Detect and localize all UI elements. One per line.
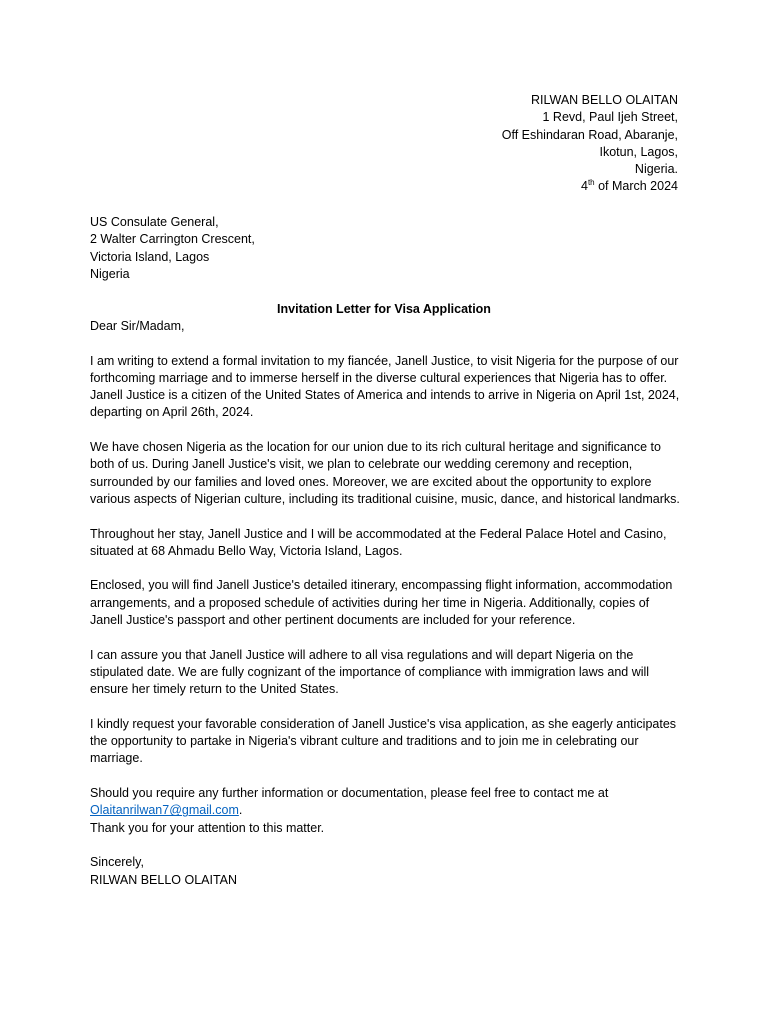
sender-address-line: Ikotun, Lagos,	[599, 144, 678, 159]
date-suffix: th	[587, 178, 595, 188]
letter-title: Invitation Letter for Visa Application	[277, 302, 491, 316]
greeting: Dear Sir/Madam,	[90, 319, 185, 333]
recipient-line: Nigeria	[90, 266, 130, 281]
valediction: Sincerely,	[90, 855, 144, 870]
paragraph: I am writing to extend a formal invitation to my fiancée, Janell Justice, to visit Nigeria for the purpose of our forthcoming marriage and to immerse herself in the diverse cultural experiences that Nigeria has to offer. Janell Justice is a citizen of the United States of America and intends to arrive in Nigeria on April 1st, 2024, departing on April 26th, 2024.	[90, 353, 680, 420]
paragraph: We have chosen Nigeria as the location for our union due to its rich cultural heritage and significance to both of us. During Janell Justice's visit, we plan to celebrate our wedding ceremony and reception, surrounded by our families and loved ones. Moreover, we are excited about the opportunity to explore various aspects of Nigerian culture, including its traditional cuisine, music, dance, and historical landmarks.	[90, 440, 680, 506]
email-link[interactable]: Olaitanrilwan7@gmail.com	[90, 803, 239, 818]
paragraph: I kindly request your favorable consideration of Janell Justice's visa application, as she eagerly anticipates the opportunity to partake in Nigeria's vibrant culture and traditions and to join me in celebrating our marriage.	[90, 716, 677, 766]
recipient-line: US Consulate General,	[90, 215, 219, 229]
sender-address-block	[502, 92, 678, 196]
recipient-line: Victoria Island, Lagos	[90, 249, 210, 264]
sender-address-line: Nigeria.	[634, 162, 678, 177]
letter-date	[502, 178, 678, 195]
sender-address-line: Off Eshindaran Road, Abaranje,	[501, 127, 678, 142]
paragraph: Enclosed, you will find Janell Justice's detailed itinerary, encompassing flight information, accommodation arrangements, and a proposed schedule of activities during her time in Nigeria. Additionally, copies of Janell Justice's passport and other pertinent documents are included for your reference.	[90, 578, 673, 628]
thanks-text: Thank you for your attention to this matter.	[90, 820, 325, 835]
contact-text: Should you require any further information or documentation, please feel free to contact me at	[90, 786, 609, 801]
sender-address-line: 1 Revd, Paul Ijeh Street,	[542, 110, 678, 125]
date-day: 4	[580, 179, 588, 194]
recipient-line: 2 Walter Carrington Crescent,	[90, 232, 255, 247]
date-rest: of March 2024	[594, 179, 678, 194]
signature-name: RILWAN BELLO OLAITAN	[90, 872, 238, 887]
paragraph: I can assure you that Janell Justice will adhere to all visa regulations and will depart Nigeria on the stipulated date. We are fully cognizant of the importance of compliance with immigration laws and will ensure her timely return to the United States.	[90, 647, 650, 697]
closing-block	[90, 854, 680, 889]
recipient-address-block	[90, 214, 255, 283]
sender-name: RILWAN BELLO OLAITAN	[530, 93, 678, 107]
paragraph: Throughout her stay, Janell Justice and I will be accommodated at the Federal Palace Hotel and Casino, situated at 68 Ahmadu Bello Way, Victoria Island, Lagos.	[90, 526, 667, 558]
contact-period: .	[238, 803, 243, 818]
contact-paragraph	[90, 785, 680, 837]
letter-body	[90, 318, 680, 889]
